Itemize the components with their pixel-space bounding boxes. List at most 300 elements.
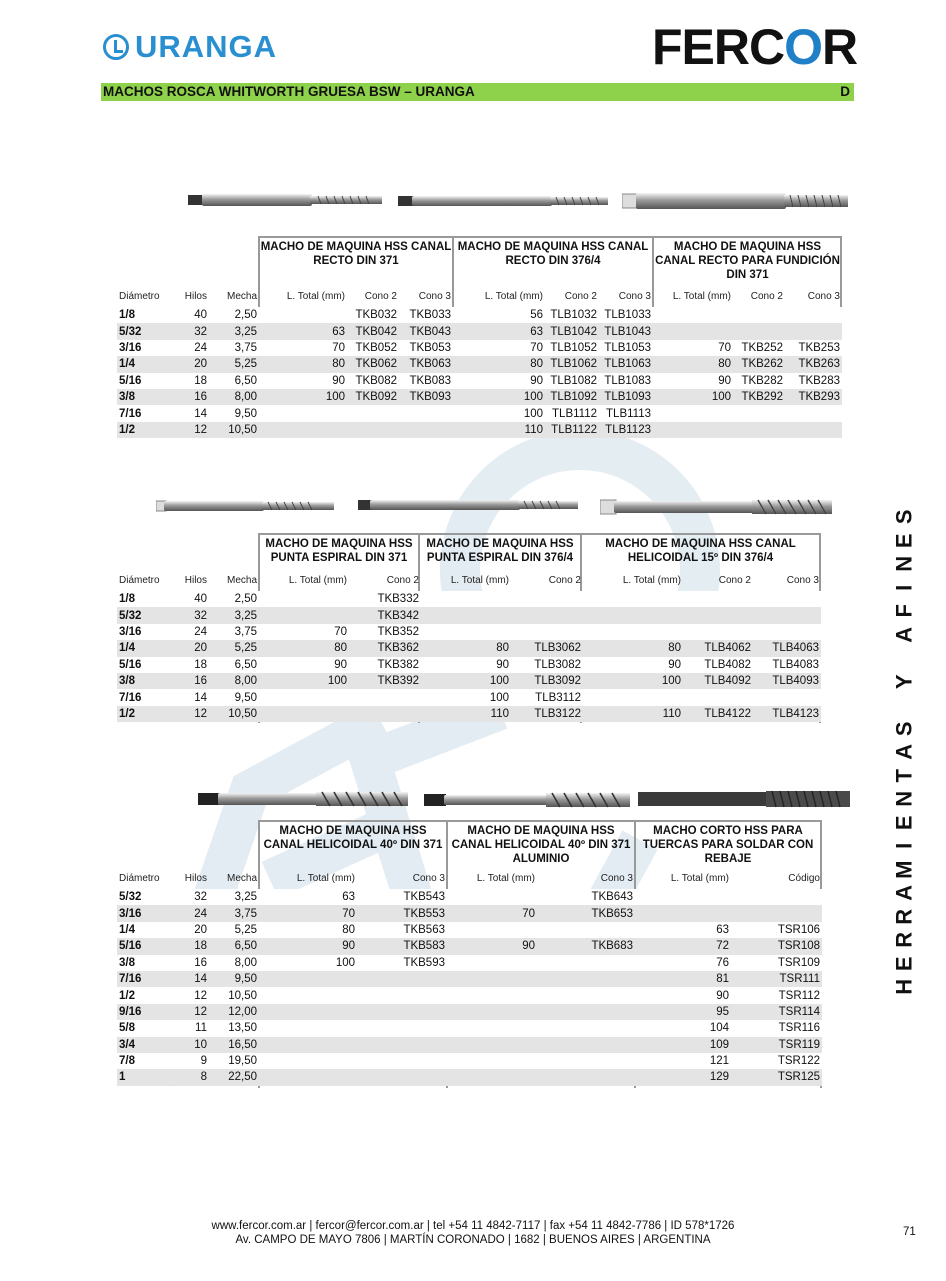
table-cell: TLB1093 <box>599 389 653 405</box>
table-cell: TKB352 <box>349 624 421 640</box>
table-cell: 76 <box>635 955 731 971</box>
table-cell <box>447 987 537 1003</box>
table-cell: 70 <box>259 340 347 356</box>
side-letter: A <box>891 743 917 760</box>
col-header: Mecha <box>226 873 257 884</box>
col-header: Cono 2 <box>564 291 597 302</box>
table-cell: 5/32 <box>117 889 173 905</box>
table-cell <box>447 922 537 938</box>
table-cell <box>259 1069 357 1085</box>
table-cell: 18 <box>173 938 209 954</box>
table-cell <box>753 607 821 623</box>
table-cell: 13,50 <box>209 1020 259 1036</box>
table-cell <box>753 591 821 607</box>
table2-group3-title: MACHO DE MAQUINA HSS CANAL HELICOIDAL 15º DIN 376/4 <box>581 533 820 565</box>
table-cell <box>683 624 753 640</box>
table-cell <box>653 307 733 323</box>
table-cell: 90 <box>447 938 537 954</box>
table-cell <box>259 422 347 438</box>
col-header: L. Total (mm) <box>288 575 347 586</box>
table-cell: 32 <box>173 607 209 623</box>
table-cell: 9,50 <box>209 971 259 987</box>
table-cell: TLB4093 <box>753 673 821 689</box>
table-cell: 90 <box>453 373 545 389</box>
table-cell: 7/8 <box>117 1053 173 1069</box>
table-cell <box>537 1004 635 1020</box>
table-cell <box>537 1037 635 1053</box>
table-cell <box>753 689 821 705</box>
table1-group1-title: MACHO DE MAQUINA HSS CANAL RECTO DIN 371 <box>259 236 453 268</box>
table-cell <box>733 405 785 421</box>
table-row <box>117 955 822 971</box>
table-row <box>117 922 822 938</box>
table-cell: 14 <box>173 689 209 705</box>
table-cell: 9,50 <box>209 689 259 705</box>
table-row <box>117 340 842 356</box>
table-row <box>117 905 822 921</box>
table-cell <box>259 1004 357 1020</box>
tap-image-straight-371 <box>188 190 384 210</box>
table-cell: TLB1092 <box>545 389 599 405</box>
table-cell: 6,50 <box>209 373 259 389</box>
table-cell <box>421 591 511 607</box>
table-cell: TSR125 <box>731 1069 822 1085</box>
table-row <box>117 971 822 987</box>
table-row <box>117 356 842 372</box>
table-cell: TLB1032 <box>545 307 599 323</box>
table-cell: 1/2 <box>117 706 173 722</box>
table3-body <box>117 889 822 1086</box>
table-cell: 24 <box>173 340 209 356</box>
table-cell: TLB4063 <box>753 640 821 656</box>
table-cell: 9 <box>173 1053 209 1069</box>
table-cell <box>447 1020 537 1036</box>
table-row <box>117 673 821 689</box>
table-cell <box>421 624 511 640</box>
table-cell: 3/16 <box>117 905 173 921</box>
side-letter: A <box>891 884 917 901</box>
table-cell: TKB033 <box>399 307 453 323</box>
table-cell: TLB1082 <box>545 373 599 389</box>
table3 <box>117 869 822 1086</box>
table-cell: TKB093 <box>399 389 453 405</box>
table-cell <box>349 689 421 705</box>
table-cell: 90 <box>583 657 683 673</box>
table-cell <box>399 405 453 421</box>
table-cell: 5/8 <box>117 1020 173 1036</box>
tap-image-helical-15 <box>600 497 834 517</box>
table-cell: TLB3082 <box>511 657 583 673</box>
table-cell <box>635 889 731 905</box>
table-cell: TKB092 <box>347 389 399 405</box>
table-cell <box>537 922 635 938</box>
col-header: L. Total (mm) <box>484 291 543 302</box>
table-cell: TKB253 <box>785 340 842 356</box>
col-header: Hilos <box>184 291 207 302</box>
table3-group3-title: MACHO CORTO HSS PARA TUERCAS PARA SOLDAR CON REBAJE <box>635 820 821 866</box>
table-cell <box>785 422 842 438</box>
table-cell: TLB4092 <box>683 673 753 689</box>
side-letter: R <box>891 908 917 925</box>
table-cell: 100 <box>453 389 545 405</box>
table-cell: 24 <box>173 905 209 921</box>
table-cell: TKB283 <box>785 373 842 389</box>
table-row <box>117 706 821 722</box>
table2 <box>117 571 821 722</box>
table-cell <box>357 987 447 1003</box>
table-cell: 63 <box>259 889 357 905</box>
table-cell: TLB1083 <box>599 373 653 389</box>
table-cell: 100 <box>259 389 347 405</box>
table-cell: 16,50 <box>209 1037 259 1053</box>
table-cell: TLB1113 <box>599 405 653 421</box>
table-cell: TKB382 <box>349 657 421 673</box>
table-row <box>117 607 821 623</box>
table1 <box>117 287 842 438</box>
table-cell: 70 <box>447 905 537 921</box>
table-cell: 40 <box>173 591 209 607</box>
table-cell: TLB3092 <box>511 673 583 689</box>
table-cell <box>447 889 537 905</box>
table-cell: 3,75 <box>209 905 259 921</box>
table-cell <box>785 323 842 339</box>
table-row <box>117 389 842 405</box>
col-header: Cono 3 <box>786 575 819 586</box>
table-cell <box>733 422 785 438</box>
table-cell: 16 <box>173 955 209 971</box>
table-cell: 100 <box>421 673 511 689</box>
col-header: Cono 2 <box>364 291 397 302</box>
table1-body <box>117 307 842 438</box>
table-cell: 10,50 <box>209 422 259 438</box>
table-cell <box>537 987 635 1003</box>
col-header: Cono 3 <box>618 291 651 302</box>
table-cell: 10,50 <box>209 706 259 722</box>
table-cell: TLB3122 <box>511 706 583 722</box>
table-cell: 80 <box>259 356 347 372</box>
table-cell: TKB653 <box>537 905 635 921</box>
table-cell <box>537 971 635 987</box>
table-cell: 16 <box>173 673 209 689</box>
table-cell: TSR111 <box>731 971 822 987</box>
col-header: Mecha <box>226 291 257 302</box>
table-row <box>117 1053 822 1069</box>
table-cell: TKB563 <box>357 922 447 938</box>
table-cell: 5,25 <box>209 356 259 372</box>
table-cell: 1/2 <box>117 422 173 438</box>
table-cell: 56 <box>453 307 545 323</box>
table-cell <box>537 955 635 971</box>
col-header: L. Total (mm) <box>476 873 535 884</box>
table-cell: TKB083 <box>399 373 453 389</box>
table-cell: TLB1033 <box>599 307 653 323</box>
table-cell: 1/8 <box>117 591 173 607</box>
table-cell <box>357 1069 447 1085</box>
table-cell: 1/4 <box>117 922 173 938</box>
table-cell <box>537 1020 635 1036</box>
table-cell <box>357 1004 447 1020</box>
side-letter: N <box>891 555 917 572</box>
tap-image-spiral-point-376 <box>358 497 580 513</box>
table-cell <box>785 307 842 323</box>
table-cell: 121 <box>635 1053 731 1069</box>
side-letter: E <box>891 814 917 830</box>
table-cell: 70 <box>259 624 349 640</box>
table-cell: TKB332 <box>349 591 421 607</box>
table-cell: 80 <box>453 356 545 372</box>
table-cell: TKB362 <box>349 640 421 656</box>
fercor-logo <box>652 19 858 75</box>
table-cell: 80 <box>653 356 733 372</box>
table-cell <box>259 971 357 987</box>
table-cell: TSR106 <box>731 922 822 938</box>
table-cell: TKB553 <box>357 905 447 921</box>
table-cell: 90 <box>635 987 731 1003</box>
table-cell: TLB1122 <box>545 422 599 438</box>
table-cell: TLB1042 <box>545 323 599 339</box>
uranga-logo-icon <box>103 34 129 60</box>
side-letter: S <box>891 509 917 525</box>
table-cell <box>583 607 683 623</box>
side-letter: T <box>891 768 917 782</box>
table-cell: TKB062 <box>347 356 399 372</box>
table-cell: 20 <box>173 356 209 372</box>
table-cell: 5/32 <box>117 607 173 623</box>
side-letter: I <box>891 584 917 591</box>
side-letter: E <box>891 532 917 548</box>
table2-header-row <box>117 571 821 591</box>
table-cell: 80 <box>259 640 349 656</box>
table-cell: 8,00 <box>209 673 259 689</box>
table-cell: TLB3112 <box>511 689 583 705</box>
table-cell: 12 <box>173 987 209 1003</box>
table-cell <box>347 422 399 438</box>
table-cell: TKB063 <box>399 356 453 372</box>
table-cell <box>259 1037 357 1053</box>
table-cell: 70 <box>453 340 545 356</box>
table-cell: 14 <box>173 405 209 421</box>
table-cell <box>447 1053 537 1069</box>
table-cell: 18 <box>173 657 209 673</box>
table-cell <box>583 591 683 607</box>
table-cell <box>583 689 683 705</box>
uranga-logo <box>103 30 277 64</box>
table-cell: 20 <box>173 640 209 656</box>
col-header: Diámetro <box>119 575 160 586</box>
table-cell: 12 <box>173 1004 209 1020</box>
table-cell: 104 <box>635 1020 731 1036</box>
table-cell: TKB043 <box>399 323 453 339</box>
side-letter: E <box>891 955 917 971</box>
table-row <box>117 405 842 421</box>
table-cell: 5/32 <box>117 323 173 339</box>
footer-address: Av. CAMPO DE MAYO 7806 | MARTÍN CORONADO | 1682 | BUENOS AIRES | ARGENTINA <box>235 1234 711 1246</box>
table-cell: 63 <box>453 323 545 339</box>
table-cell: 32 <box>173 323 209 339</box>
footer-contact: www.fercor.com.ar | fercor@fercor.com.ar | tel +54 11 4842-7117 | fax +54 11 4842-7786 | ID 578*1726 <box>211 1220 735 1232</box>
table-cell <box>347 405 399 421</box>
table-cell: 90 <box>259 657 349 673</box>
fercor-brand-a: FERC <box>652 19 785 75</box>
side-letter: S <box>891 720 917 736</box>
table-row <box>117 657 821 673</box>
col-header: L. Total (mm) <box>296 873 355 884</box>
table-cell: TKB032 <box>347 307 399 323</box>
side-letter: H <box>891 978 917 995</box>
table-cell: 12 <box>173 422 209 438</box>
table-row <box>117 1004 822 1020</box>
table-cell: 80 <box>421 640 511 656</box>
col-header: Código <box>788 873 820 884</box>
table-cell <box>357 1020 447 1036</box>
table-cell: TLB1043 <box>599 323 653 339</box>
table-cell <box>785 405 842 421</box>
table-cell <box>733 323 785 339</box>
table-cell: TKB292 <box>733 389 785 405</box>
table-cell: 3,25 <box>209 323 259 339</box>
table-cell: TKB082 <box>347 373 399 389</box>
table-cell: 8,00 <box>209 389 259 405</box>
table-cell: 3,75 <box>209 340 259 356</box>
table-cell: 18 <box>173 373 209 389</box>
table-cell: TLB1053 <box>599 340 653 356</box>
table-cell: TSR108 <box>731 938 822 954</box>
table-row <box>117 591 821 607</box>
table-cell <box>511 591 583 607</box>
table-cell: TLB3062 <box>511 640 583 656</box>
table3-header-row <box>117 869 822 889</box>
table-cell <box>259 706 349 722</box>
table-cell: TKB643 <box>537 889 635 905</box>
table-cell: 9/16 <box>117 1004 173 1020</box>
table-cell: TLB1123 <box>599 422 653 438</box>
table-cell: 19,50 <box>209 1053 259 1069</box>
side-letter: M <box>891 860 917 879</box>
table-cell <box>259 607 349 623</box>
table-cell: 5/16 <box>117 373 173 389</box>
table-cell: 1/4 <box>117 356 173 372</box>
table-cell: 3/8 <box>117 673 173 689</box>
table-cell: 100 <box>259 955 357 971</box>
table-cell: 10 <box>173 1037 209 1053</box>
table-cell: 20 <box>173 922 209 938</box>
side-category-text <box>888 505 922 1165</box>
tap-image-helical-40-aluminium <box>424 790 632 810</box>
table-cell: 3,25 <box>209 607 259 623</box>
table-cell: TSR116 <box>731 1020 822 1036</box>
table1-group3-title: MACHO DE MAQUINA HSS CANAL RECTO PARA FUNDICIÓN DIN 371 <box>653 236 842 282</box>
table-cell <box>421 607 511 623</box>
table-cell: TLB1063 <box>599 356 653 372</box>
table-cell <box>731 889 822 905</box>
section-letter: D <box>840 84 850 99</box>
table-cell: 81 <box>635 971 731 987</box>
table-cell <box>447 1004 537 1020</box>
table-cell <box>349 706 421 722</box>
table-cell: 3/16 <box>117 624 173 640</box>
table-row <box>117 1069 822 1085</box>
table-cell <box>259 689 349 705</box>
col-header: Cono 3 <box>412 873 445 884</box>
tap-image-straight-376 <box>398 193 610 209</box>
table-cell: 8,00 <box>209 955 259 971</box>
table-cell: 7/16 <box>117 405 173 421</box>
table-cell <box>357 1037 447 1053</box>
table-cell: TSR119 <box>731 1037 822 1053</box>
table-cell: TKB392 <box>349 673 421 689</box>
table-cell: TSR114 <box>731 1004 822 1020</box>
page-title: MACHOS ROSCA WHITWORTH GRUESA BSW – URANGA <box>103 84 475 99</box>
table-row <box>117 323 842 339</box>
table-cell: 40 <box>173 307 209 323</box>
table-cell: 80 <box>583 640 683 656</box>
table-cell <box>537 1069 635 1085</box>
table-cell: 90 <box>421 657 511 673</box>
table-cell: TKB042 <box>347 323 399 339</box>
table-cell: TKB583 <box>357 938 447 954</box>
table-cell: 95 <box>635 1004 731 1020</box>
fercor-brand-o: O <box>784 19 823 75</box>
table-cell: TLB4122 <box>683 706 753 722</box>
side-letter: F <box>891 604 917 618</box>
table-cell <box>683 607 753 623</box>
table-cell <box>447 1069 537 1085</box>
col-header: L. Total (mm) <box>286 291 345 302</box>
table-cell: 129 <box>635 1069 731 1085</box>
table-cell: 11 <box>173 1020 209 1036</box>
side-letter: I <box>891 842 917 849</box>
table-cell: 16 <box>173 389 209 405</box>
table-cell: 1 <box>117 1069 173 1085</box>
table-cell <box>259 591 349 607</box>
table-cell: TLB4082 <box>683 657 753 673</box>
table-row <box>117 1020 822 1036</box>
table-cell: 2,50 <box>209 591 259 607</box>
table-cell: TKB282 <box>733 373 785 389</box>
table-cell <box>259 987 357 1003</box>
table1-header-row <box>117 287 842 307</box>
table-cell: TLB4123 <box>753 706 821 722</box>
table-cell: TLB4062 <box>683 640 753 656</box>
table-cell: 1/4 <box>117 640 173 656</box>
table-cell: 3,25 <box>209 889 259 905</box>
table-cell <box>259 405 347 421</box>
table-cell: 3/8 <box>117 389 173 405</box>
table-cell: 80 <box>259 922 357 938</box>
table-cell: 12 <box>173 706 209 722</box>
col-header: Hilos <box>184 873 207 884</box>
table-cell: 100 <box>421 689 511 705</box>
col-header: L. Total (mm) <box>672 291 731 302</box>
table-cell: 110 <box>583 706 683 722</box>
tap-image-short-nut <box>638 788 852 810</box>
table-cell: 32 <box>173 889 209 905</box>
table-cell: 5,25 <box>209 922 259 938</box>
table1-group2-title: MACHO DE MAQUINA HSS CANAL RECTO DIN 376/4 <box>453 236 653 268</box>
col-header: Mecha <box>226 575 257 586</box>
table-cell: 70 <box>653 340 733 356</box>
table-cell: TKB683 <box>537 938 635 954</box>
col-header: L. Total (mm) <box>450 575 509 586</box>
col-header: Cono 3 <box>807 291 840 302</box>
table-cell: 5/16 <box>117 657 173 673</box>
table-cell <box>447 955 537 971</box>
table-cell: 70 <box>259 905 357 921</box>
table-cell: 110 <box>421 706 511 722</box>
table-cell <box>357 971 447 987</box>
table-cell: 3,75 <box>209 624 259 640</box>
table-cell: 6,50 <box>209 657 259 673</box>
